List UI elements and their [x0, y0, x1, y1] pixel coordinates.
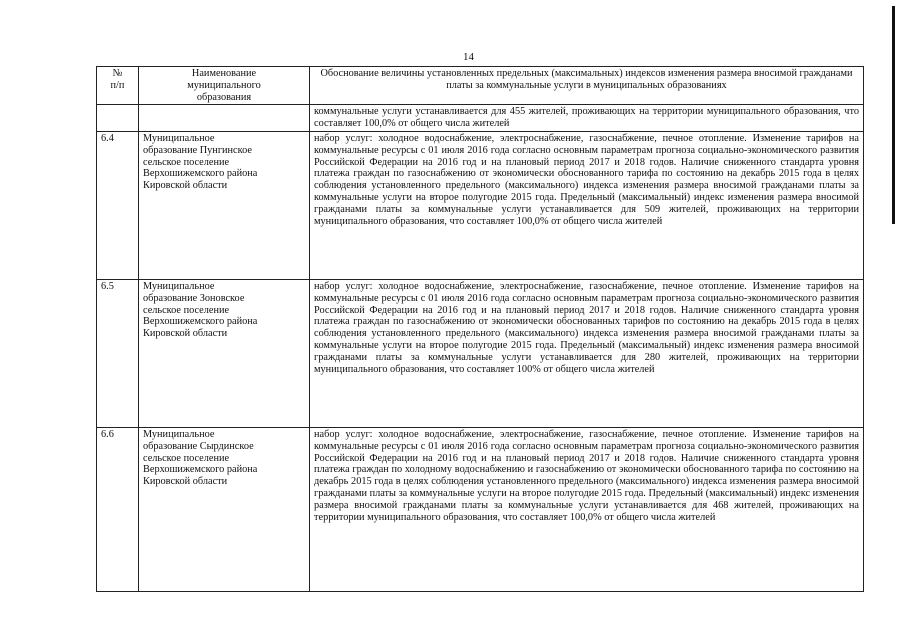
header-municipality-name: Наименование муниципального образования: [139, 67, 310, 105]
row-justification-text: набор услуг: холодное водоснабжение, электроснабжение, газоснабжение, печное отопление. Изменение тарифов на коммунальные ресурсы с 01 июля 2016 года согласно основным параметрам прогноза социально-экономического развития Российской Федерации на 2016 год и на плановый период 2017 и 2018 годов. Наличие сниженного стандарта уровня платежа граждан по газоснабжению от экономически обоснованных тарифов по состоянию на декабрь 2015 года в целях соблюдения установленного предельного (максимального) индекса изменения размера вносимой гражданами платы за коммунальные услуги на второе полугодие 2015 года. Предельный (максимальный) индекс изменения размера вносимой гражданами платы за коммунальные услуги устанавливается для 280 жителей, проживающих на территории муниципального образования, что составляет 100% от общего числа жителей: [310, 279, 864, 427]
table-row: [97, 104, 864, 131]
row-justification-text: набор услуг: холодное водоснабжение, электроснабжение, газоснабжение, печное отопление. Изменение тарифов на коммунальные ресурсы с 01 июля 2016 года согласно основным параметрам прогноза социально-экономического развития Российской Федерации на 2016 год и на плановый период 2017 и 2018 годов. Наличие сниженного стандарта уровня платежа граждан по холодному водоснабжению и газоснабжению от экономически обоснованного тарифа по состоянию на декабрь 2015 года в целях соблюдения установленного предельного (максимального) индекса изменения размера вносимой гражданами платы за коммунальные услуги на второе полугодие 2015 года. Предельный (максимальный) индекс изменения размера вносимой гражданами платы за коммунальные услуги устанавливается для 468 жителей, проживающих на территории муниципального образования, что составляет 100,0% от общего числа жителей: [310, 427, 864, 591]
row-justification-text: коммунальные услуги устанавливается для 455 жителей, проживающих на территории муниципального образования, что составляет 100,0% от общего числа жителей: [310, 104, 864, 131]
table-header-row: [97, 67, 864, 105]
row-municipality-name: [139, 104, 310, 131]
header-number: № п/п: [97, 67, 139, 105]
row-number: 6.4: [97, 131, 139, 279]
row-number: 6.5: [97, 279, 139, 427]
row-municipality-name: Муниципальное образование Пунгинское сельское поселение Верхошижемского района Кировской области: [139, 131, 310, 279]
table-row: [97, 279, 864, 427]
row-justification-text: набор услуг: холодное водоснабжение, электроснабжение, газоснабжение, печное отопление. Изменение тарифов на коммунальные ресурсы с 01 июля 2016 года согласно основным параметрам прогноза социально-экономического развития Российской Федерации на 2016 год и на плановый период 2017 и 2018 годов. Наличие сниженного стандарта уровня платежа граждан по газоснабжению от экономически обоснованного тарифа по состоянию на декабрь 2015 года в целях соблюдения установленного предельного (максимального) индекса изменения размера вносимой гражданами платы за коммунальные услуги на второе полугодие 2015 года. Предельный (максимальный) индекс изменения размера вносимой гражданами платы за коммунальные услуги устанавливается для 509 жителей, проживающих на территории муниципального образования, что составляет 100,0% от общего числа жителей: [310, 131, 864, 279]
row-number: [97, 104, 139, 131]
header-justification: Обоснование величины установленных предельных (максимальных) индексов изменения размера вносимой гражданами платы за коммунальные услуги в муниципальных образованиях: [310, 67, 864, 105]
justification-table: [96, 66, 864, 592]
row-number: 6.6: [97, 427, 139, 591]
page-number: 14: [463, 51, 474, 63]
scan-edge-mark: [892, 6, 895, 224]
table-row: [97, 427, 864, 591]
table-row: [97, 131, 864, 279]
row-municipality-name: Муниципальное образование Зоновское сельское поселение Верхошижемского района Кировской области: [139, 279, 310, 427]
row-municipality-name: Муниципальное образование Сырдинское сельское поселение Верхошижемского района Кировской области: [139, 427, 310, 591]
